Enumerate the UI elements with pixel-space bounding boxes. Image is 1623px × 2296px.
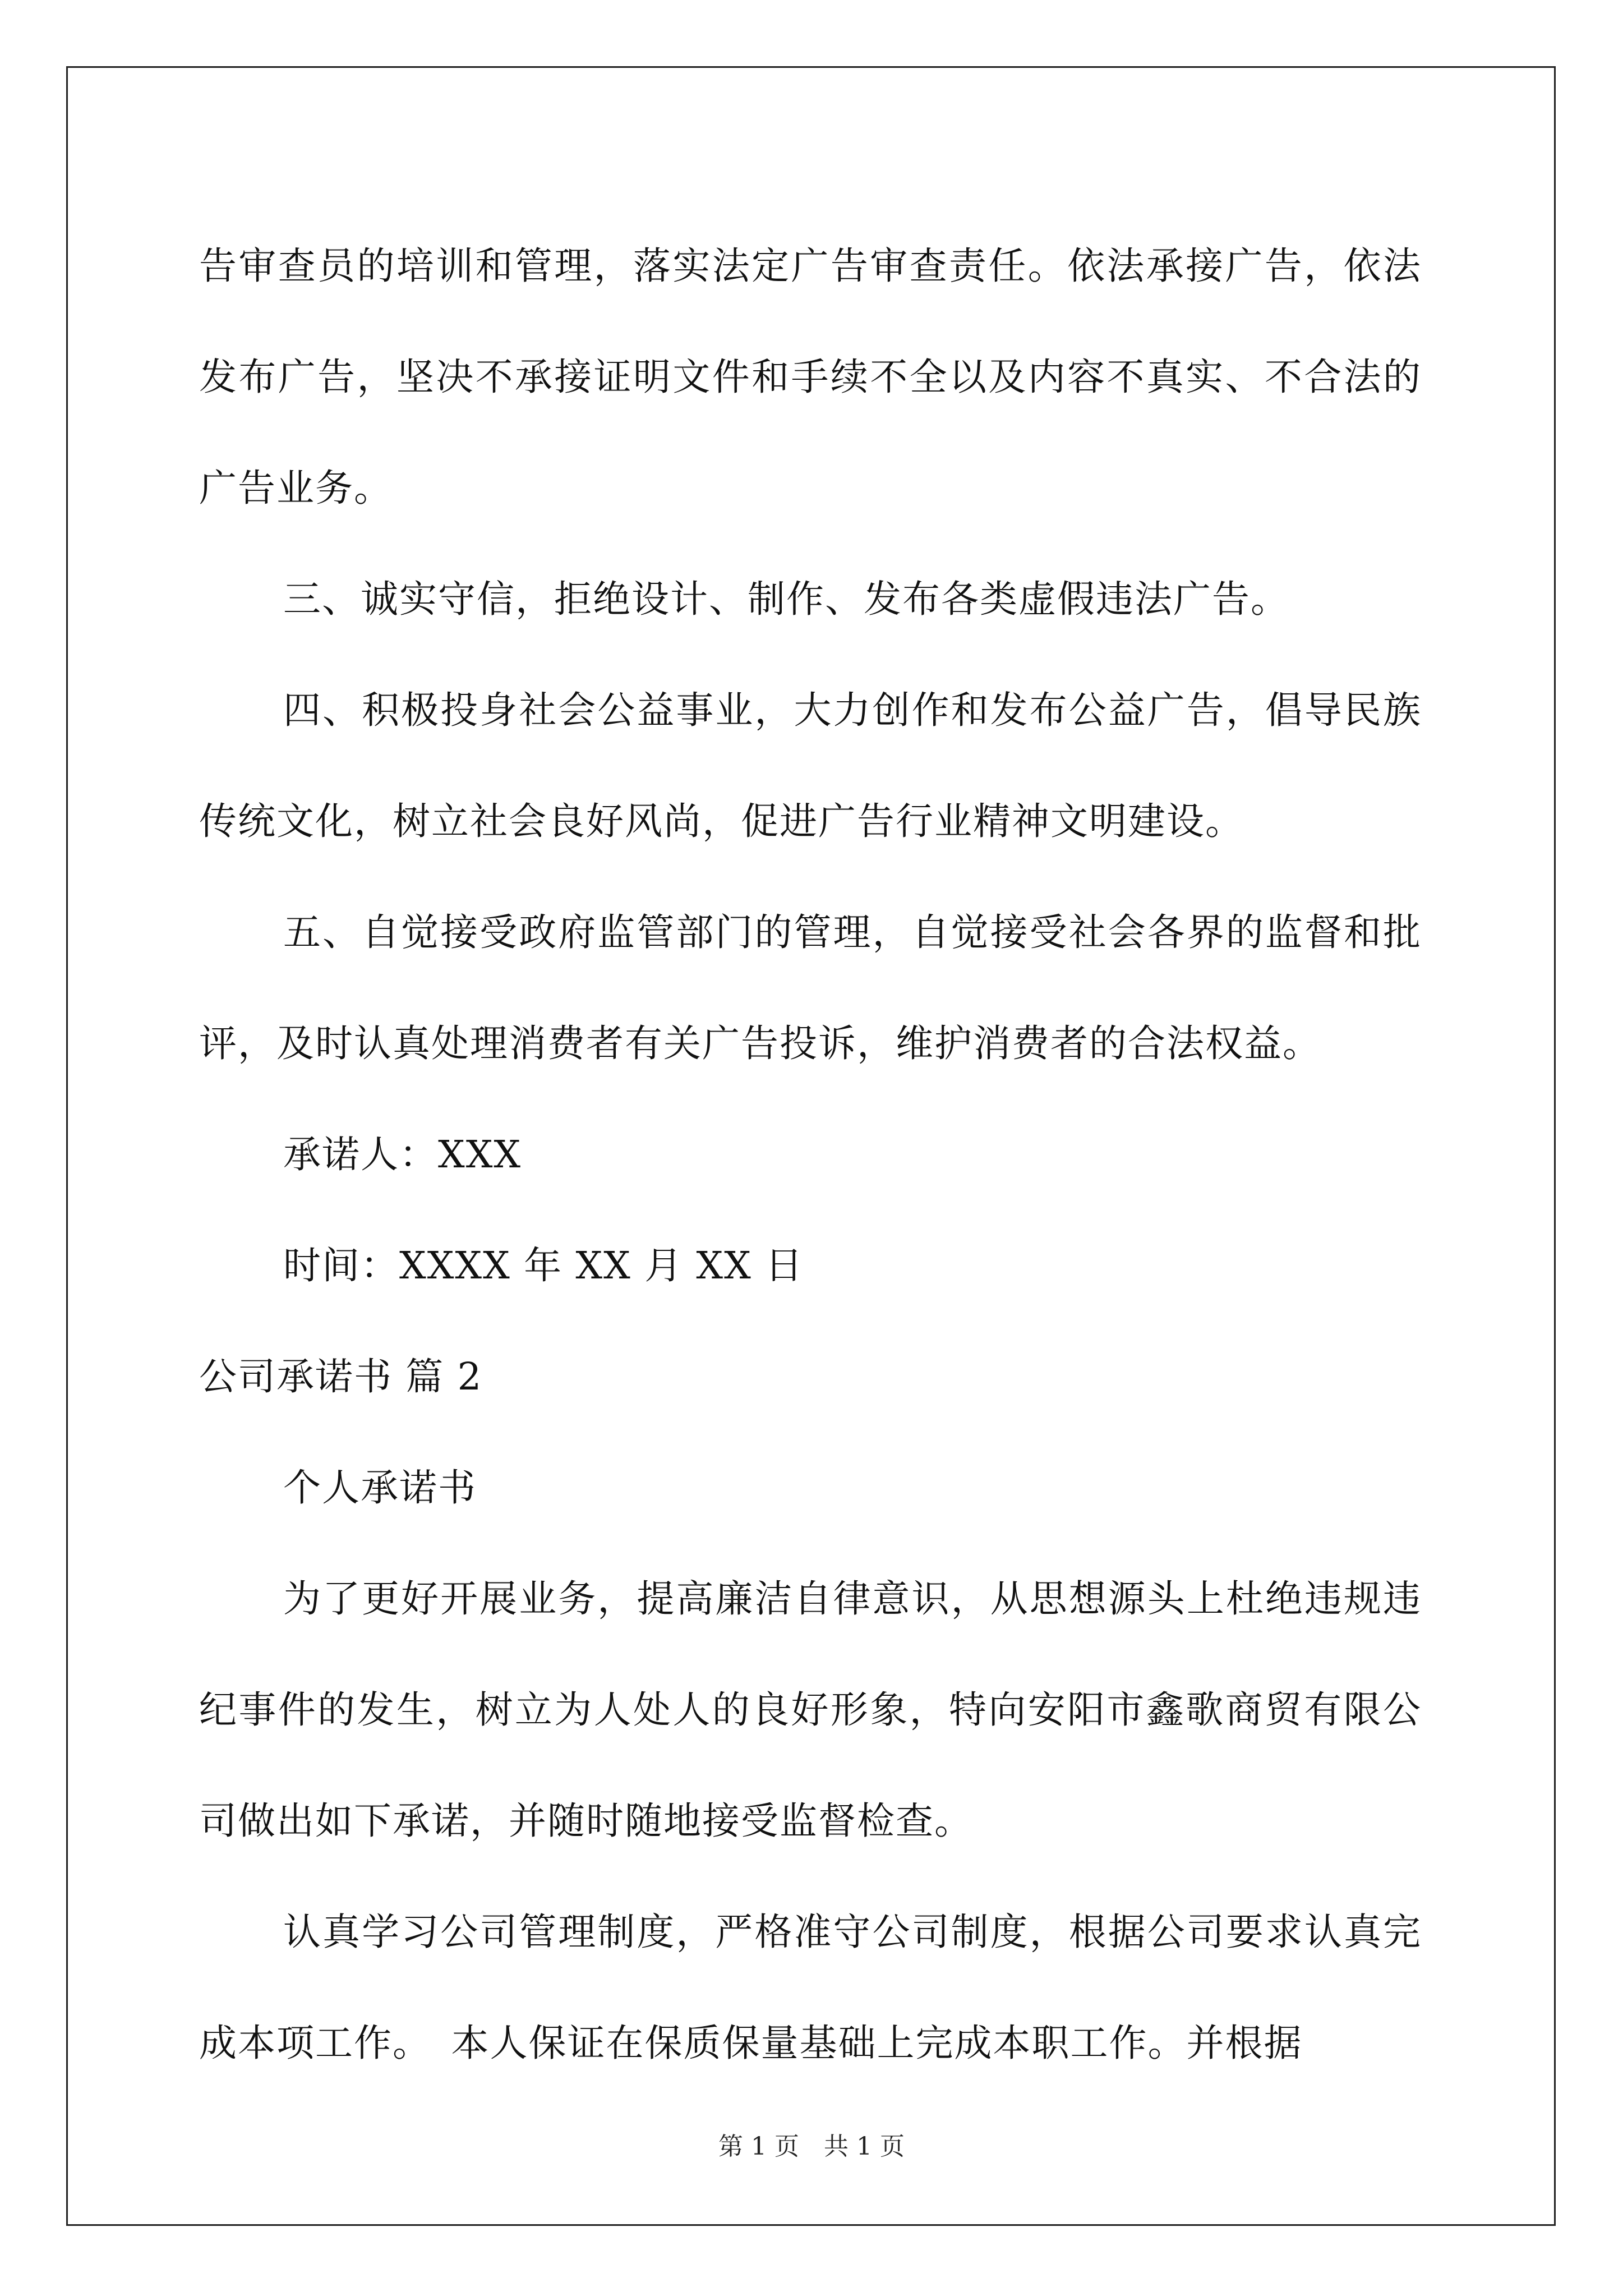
paragraph-intro: 为了更好开展业务，提高廉洁自律意识，从思想源头上杜绝违规违纪事件的发生，树立为人处人的良好形象，特向安阳市鑫歌商贸有限公司做出如下承诺，并随时随地接受监督检查。 (199, 1577, 1422, 1843)
date-line: 时间：XXXX 年 XX 月 XX 日 (283, 1244, 804, 1287)
paragraph-item-four: 四、积极投身社会公益事业，大力创作和发布公益广告，倡导民族传统文化，树立社会良好风尚，促进广告行业精神文明建设。 (199, 688, 1422, 843)
paragraph-ad-review: 告审查员的培训和管理，落实法定广告审查责任。依法承接广告，依法发布广告，坚决不承接证明文件和手续不全以及内容不真实、不合法的广告业务。 (199, 244, 1422, 510)
document-body (199, 210, 1422, 2099)
paragraph-study-rules: 认真学习公司管理制度，严格准守公司制度，根据公司要求认真完成本项工作。 本人保证在保质保量基础上完成本职工作。并根据 (199, 1910, 1422, 2065)
sub-title: 个人承诺书 (283, 1466, 477, 1510)
page-footer: 第 1 页 共 1 页 (718, 2132, 905, 2161)
paragraph-item-three: 三、诚实守信，拒绝设计、制作、发布各类虚假违法广告。 (283, 577, 1289, 621)
promisor-line: 承诺人：XXX (283, 1133, 522, 1176)
section-heading: 公司承诺书 篇 2 (199, 1355, 483, 1398)
paragraph-item-five: 五、自觉接受政府监管部门的管理，自觉接受社会各界的监督和批评，及时认真处理消费者有关广告投诉，维护消费者的合法权益。 (199, 910, 1422, 1065)
